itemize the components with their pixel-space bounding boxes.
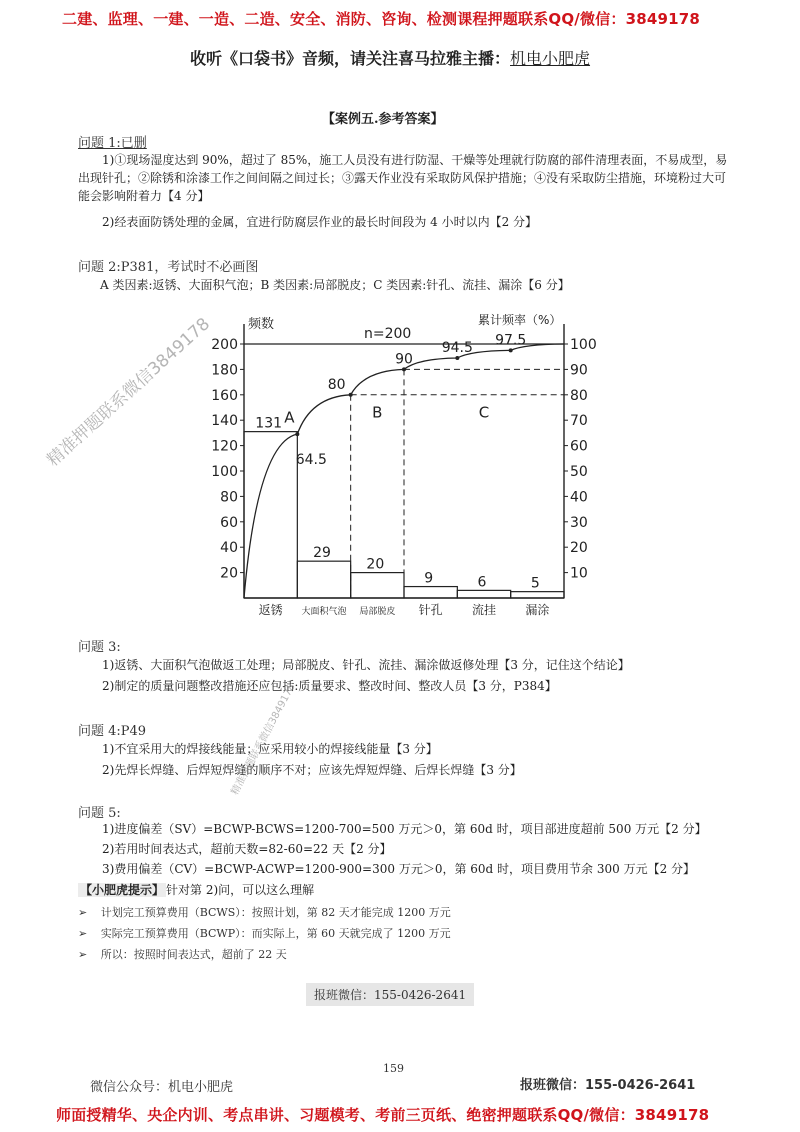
- category-label: 针孔: [418, 603, 443, 617]
- bullet-item: [78, 925, 451, 941]
- left-tick-label: 120: [211, 438, 238, 455]
- watermark-small: 精准押题联系微信3849178: [229, 681, 298, 798]
- bullet-item: [78, 946, 287, 962]
- q4-heading: 问题 4:P49: [78, 724, 147, 739]
- page-number: 159: [383, 1062, 404, 1075]
- left-tick-label: 140: [211, 413, 238, 430]
- right-tick-label: 60: [570, 438, 588, 455]
- bar: [511, 592, 564, 598]
- left-axis-label: 频数: [248, 317, 275, 332]
- bullet-text: 所以：按照时间表达式，超前了 22 天: [100, 948, 287, 961]
- subtitle-link[interactable]: 机电小肥虎: [510, 49, 591, 68]
- subtitle: [190, 46, 590, 69]
- n-label: n=200: [364, 326, 412, 342]
- category-label: 返锈: [258, 603, 283, 617]
- tip-line: [78, 881, 314, 898]
- bar: [351, 573, 404, 598]
- right-tick-label: 80: [570, 387, 588, 404]
- bar-value-label: 20: [366, 556, 385, 573]
- wechat-contact-box: 报班微信：155-0426-2641: [306, 983, 474, 1006]
- bullet-text: 计划完工预算费用（BCWS）：按照计划，第 82 天才能完成 1200 万元: [100, 906, 451, 919]
- q1-heading-text: 问题 1:已删: [78, 136, 147, 151]
- q1-answer-1: 1)①现场湿度达到 90%，超过了 85%，施工人员没有进行防湿、干燥等处理就行防腐的部件清理表面，不易成型，易出现针孔；②除锈和涂漆工作之间间隔之间过长；③露天作业没有采取防风保护措施；④没有采取防尘措施，环境粉过大可能会影响附着力【4 分】: [78, 153, 728, 203]
- tip-title: 【小肥虎提示】: [80, 883, 165, 897]
- left-tick-label: 100: [211, 464, 238, 480]
- top-banner: 二建、监理、一建、一造、二造、安全、消防、咨询、检测课程押题联系QQ/微信：3849178: [62, 10, 701, 28]
- q3-heading: 问题 3:: [78, 640, 121, 655]
- bullet-text: 实际完工预算费用（BCWP）：而实际上，第 60 天就完成了 1200 万元: [100, 927, 451, 940]
- cumulative-point: [295, 432, 299, 436]
- zone-label: C: [478, 403, 490, 422]
- q5-heading: 问题 5:: [78, 806, 121, 821]
- right-axis-label: 累计频率（%）: [478, 313, 562, 327]
- right-tick-label: 20: [570, 540, 588, 557]
- case-title: 【案例五.参考答案】: [322, 112, 444, 127]
- right-tick-label: 70: [570, 413, 588, 430]
- watermark: 精准押题联系微信3849178: [43, 314, 215, 471]
- left-tick-label: 180: [211, 362, 238, 379]
- right-tick-label: 90: [570, 362, 588, 379]
- right-tick-label: 100: [570, 337, 597, 353]
- chart-layer: [211, 312, 596, 617]
- left-tick-label: 200: [211, 337, 238, 353]
- q2-answer: A 类因素:返锈、大面积气泡；B 类因素:局部脱皮；C 类因素:针孔、流挂、漏涂【6 分】: [100, 278, 570, 292]
- cumulative-point-label: 64.5: [295, 452, 327, 469]
- cumulative-point-label: 97.5: [495, 332, 527, 349]
- subtitle-prefix: 收听《口袋书》音频，请关注喜马拉雅主播：: [190, 49, 511, 68]
- bar-value-label: 29: [313, 545, 331, 562]
- category-label: 大面积气泡: [301, 607, 347, 617]
- q5-answer-1: 1)进度偏差（SV）=BCWP-BCWS=1200-700=500 万元＞0，第 60d 时，项目部进度超前 500 万元【2 分】: [102, 822, 707, 836]
- right-tick-label: 30: [570, 514, 588, 531]
- q3-answer-1: 1)返锈、大面积气泡做返工处理；局部脱皮、针孔、流挂、漏涂做返修处理【3 分，记住这个结论】: [102, 658, 630, 672]
- bar-value-label: 5: [530, 575, 540, 592]
- left-tick-label: 80: [220, 489, 238, 506]
- left-tick-label: 160: [211, 387, 238, 404]
- cumulative-point: [455, 356, 459, 360]
- cumulative-point-label: 80: [327, 376, 346, 393]
- zone-label: B: [372, 403, 383, 422]
- bar: [297, 561, 350, 598]
- bar-value-label: 131: [255, 415, 283, 432]
- q5-answer-2: 2)若用时间表达式，超前天数=82-60=22 天【2 分】: [102, 842, 392, 856]
- q1-answer-2: 2)经表面防锈处理的金属，宜进行防腐层作业的最长时间段为 4 小时以内【2 分】: [102, 215, 538, 229]
- tip-text: 针对第 2)问，可以这么理解: [166, 883, 315, 897]
- bar: [404, 587, 457, 598]
- cumulative-point: [509, 348, 513, 352]
- bullet-arrow-icon: ➢: [78, 906, 88, 919]
- bar-value-label: 9: [424, 570, 434, 587]
- q4-answer-1: 1)不宜采用大的焊接线能量；应采用较小的焊接线能量【3 分】: [102, 742, 438, 756]
- q2-heading: 问题 2:P381，考试时不必画图: [78, 260, 259, 275]
- cumulative-point-label: 90: [395, 351, 413, 368]
- right-tick-label: 10: [570, 565, 588, 582]
- bullet-arrow-icon: ➢: [78, 927, 88, 940]
- bullet-arrow-icon: ➢: [78, 948, 88, 961]
- pareto-chart: [200, 300, 620, 617]
- bottom-banner: 师面授精华、央企内训、考点串讲、习题模考、考前三页纸、绝密押题联系QQ/微信：3849178: [56, 1106, 710, 1124]
- footer-wechat-account: 微信公众号：机电小肥虎: [90, 1080, 234, 1095]
- left-tick-label: 60: [220, 514, 238, 531]
- category-label: 流挂: [471, 603, 497, 617]
- bar: [244, 432, 297, 598]
- bar-value-label: 6: [477, 574, 487, 591]
- q1-heading: [78, 132, 147, 151]
- q5-answer-3: 3)费用偏差（CV）=BCWP-ACWP=1200-900=300 万元＞0，第 60d 时，项目费用节余 300 万元【2 分】: [102, 862, 696, 876]
- right-tick-label: 50: [570, 464, 588, 480]
- q3-answer-2: 2)制定的质量问题整改措施还应包括:质量要求、整改时间、整改人员【3 分，P384】: [102, 679, 557, 693]
- category-label: 局部脱皮: [359, 607, 396, 617]
- footer-wechat-contact: 报班微信：155-0426-2641: [520, 1078, 696, 1093]
- left-tick-label: 20: [220, 565, 238, 582]
- bar: [457, 590, 510, 598]
- right-tick-label: 40: [570, 489, 588, 506]
- left-tick-label: 40: [220, 540, 238, 557]
- q4-answer-2: 2)先焊长焊缝、后焊短焊缝的顺序不对；应该先焊短焊缝、后焊长焊缝【3 分】: [102, 763, 522, 777]
- category-label: 漏涂: [525, 603, 550, 617]
- cumulative-point-label: 94.5: [441, 339, 473, 356]
- zone-label: A: [284, 408, 295, 427]
- bullet-item: [78, 904, 451, 920]
